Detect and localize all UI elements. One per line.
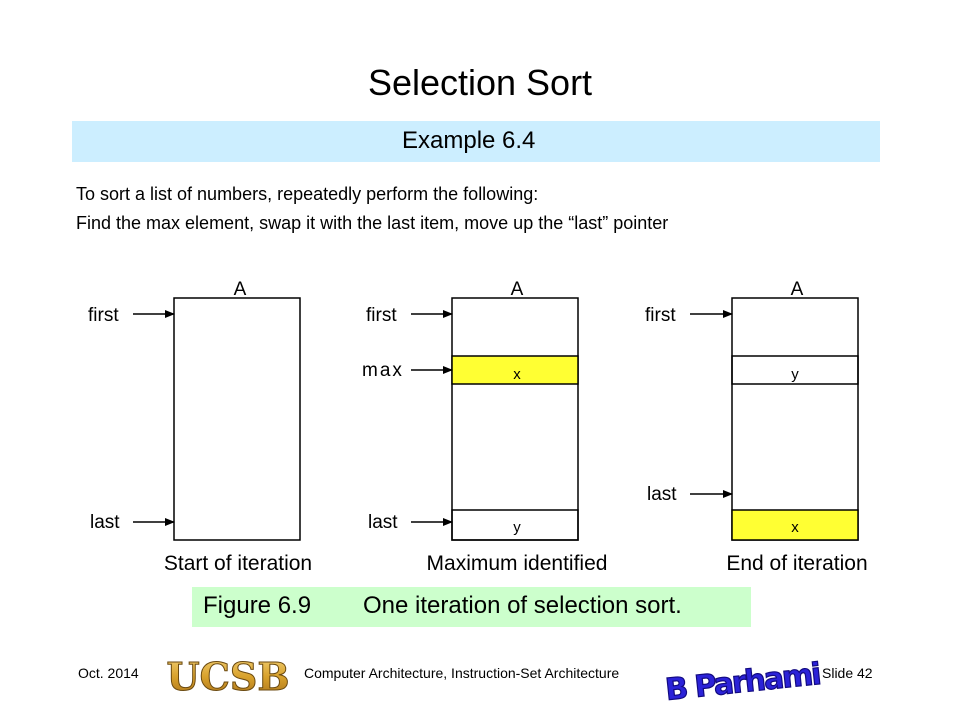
caption-start-of-iteration: Start of iteration xyxy=(163,552,313,575)
value-y-3: y xyxy=(791,366,799,383)
caption-end-of-iteration: End of iteration xyxy=(726,552,868,575)
parhami-signature-logo xyxy=(663,648,822,708)
last-label-3: last xyxy=(647,484,677,505)
figure-number: Figure 6.9 xyxy=(203,592,312,619)
svg-text:B Parhami: B Parhami xyxy=(663,656,822,708)
first-label-1: first xyxy=(88,305,119,326)
slide-title: Selection Sort xyxy=(367,62,593,103)
figure-caption-text: One iteration of selection sort. xyxy=(363,592,682,619)
array-box-3 xyxy=(732,298,858,540)
footer-course-title: Computer Architecture, Instruction-Set Architecture xyxy=(304,665,620,681)
panel-maximum-identified xyxy=(362,279,607,575)
first-label-3: first xyxy=(645,305,676,326)
svg-text:UCSB: UCSB xyxy=(166,654,290,699)
description-line-2: Find the max element, swap it with the last item, move up the “last” pointer xyxy=(76,213,669,233)
last-label-1: last xyxy=(90,512,120,533)
array-box-1 xyxy=(174,298,300,540)
footer-date: Oct. 2014 xyxy=(78,665,139,681)
max-label-2: max xyxy=(362,360,404,381)
panel-end-of-iteration xyxy=(645,279,868,575)
max-value-x-2: x xyxy=(513,366,521,383)
value-x-3: x xyxy=(791,519,799,536)
ucsb-logo xyxy=(166,654,290,699)
array-label-1: A xyxy=(233,279,247,300)
array-label-2: A xyxy=(510,279,524,300)
first-label-2: first xyxy=(366,305,397,326)
last-label-2: last xyxy=(368,512,398,533)
array-box-2 xyxy=(452,298,578,540)
example-label: Example 6.4 xyxy=(402,127,536,154)
description-line-1: To sort a list of numbers, repeatedly perform the following: xyxy=(76,184,539,204)
footer-slide-number: Slide 42 xyxy=(822,665,873,681)
last-value-y-2: y xyxy=(513,519,521,536)
caption-maximum-identified: Maximum identified xyxy=(426,552,608,575)
panel-start-of-iteration xyxy=(88,279,312,575)
array-label-3: A xyxy=(790,279,804,300)
